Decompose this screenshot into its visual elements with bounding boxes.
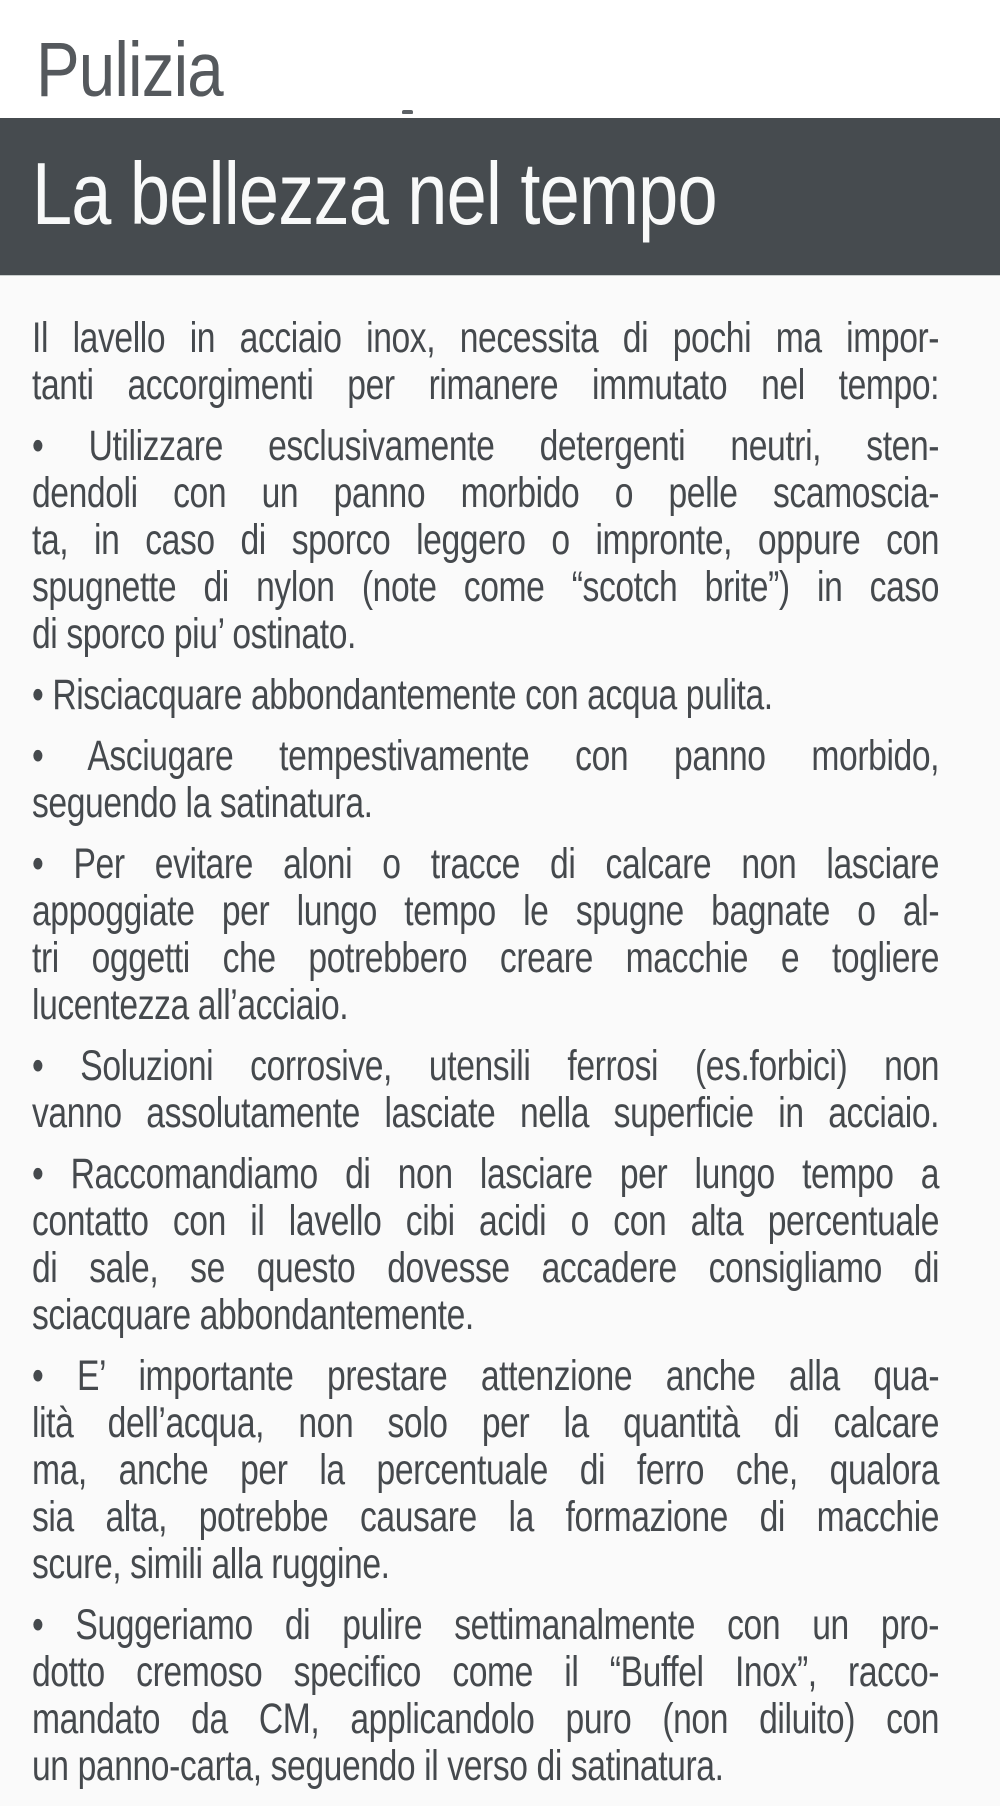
text-line: sia alta, potrebbe causare la formazione di macchie — [32, 1493, 940, 1541]
text-line: di sale, se questo dovesse accadere consigliamo di — [32, 1244, 940, 1292]
text-line: appoggiate per lungo tempo le spugne bagnate o al- — [32, 887, 940, 935]
bullet-paragraph — [32, 1151, 939, 1339]
bullet-paragraph — [32, 841, 939, 1029]
text-line: un panno-carta, seguendo il verso di satinatura. — [32, 1742, 724, 1790]
bullet-paragraph — [32, 1353, 939, 1588]
text-line: lucentezza all’acciaio. — [32, 981, 349, 1029]
text-line: • Asciugare tempestivamente con panno morbido, — [32, 732, 940, 780]
text-line: ta, in caso di sporco leggero o impronte, oppure con — [32, 516, 940, 564]
text-line: seguendo la satinatura. — [32, 779, 373, 827]
text-line: • Per evitare aloni o tracce di calcare non lasciare — [32, 840, 940, 888]
text-line: sciacquare abbondantemente. — [32, 1291, 474, 1339]
text-line: Il lavello in acciaio inox, necessita di pochi ma impor- — [32, 314, 940, 362]
text-line: tri oggetti che potrebbero creare macchie e togliere — [32, 934, 940, 982]
text-line: • Raccomandiamo di non lasciare per lungo tempo a — [32, 1150, 940, 1198]
page-title: La bellezza nel tempo — [32, 144, 717, 243]
text-line: scure, simili alla ruggine. — [32, 1540, 390, 1588]
bullet-paragraph — [32, 672, 939, 719]
bullet-paragraph — [32, 1043, 939, 1137]
body-text — [32, 315, 939, 1790]
text-line: • Soluzioni corrosive, utensili ferrosi (es.forbici) non — [32, 1042, 940, 1090]
text-line: tanti accorgimenti per rimanere immutato nel tempo: — [32, 361, 940, 409]
title-banner — [0, 118, 1000, 276]
paragraph — [32, 315, 939, 409]
text-line: • E’ importante prestare attenzione anche alla qua- — [32, 1352, 940, 1400]
text-line: spugnette di nylon (note come “scotch brite”) in caso — [32, 563, 940, 611]
text-line: • Risciacquare abbondantemente con acqua pulita. — [32, 671, 773, 719]
text-line: mandato da CM, applicandolo puro (non diluito) con — [32, 1695, 940, 1743]
text-line: di sporco piu’ ostinato. — [32, 610, 356, 658]
text-line: vanno assolutamente lasciate nella superficie in acciaio. — [32, 1089, 940, 1137]
scan-artifact-mark — [402, 110, 413, 114]
text-line: lità dell’acqua, non solo per la quantità di calcare — [32, 1399, 940, 1447]
bullet-paragraph — [32, 1602, 939, 1790]
text-line: • Suggeriamo di pulire settimanalmente con un pro- — [32, 1601, 940, 1649]
text-line: ma, anche per la percentuale di ferro che, qualora — [32, 1446, 940, 1494]
page-kicker: Pulizia — [36, 27, 223, 113]
bullet-paragraph — [32, 423, 939, 658]
text-line: contatto con il lavello cibi acidi o con alta percentuale — [32, 1197, 940, 1245]
text-line: dendoli con un panno morbido o pelle scamoscia- — [32, 469, 940, 517]
text-line: • Utilizzare esclusivamente detergenti neutri, sten- — [32, 422, 940, 470]
text-line: dotto cremoso specifico come il “Buffel Inox”, racco- — [32, 1648, 940, 1696]
bullet-paragraph — [32, 733, 939, 827]
